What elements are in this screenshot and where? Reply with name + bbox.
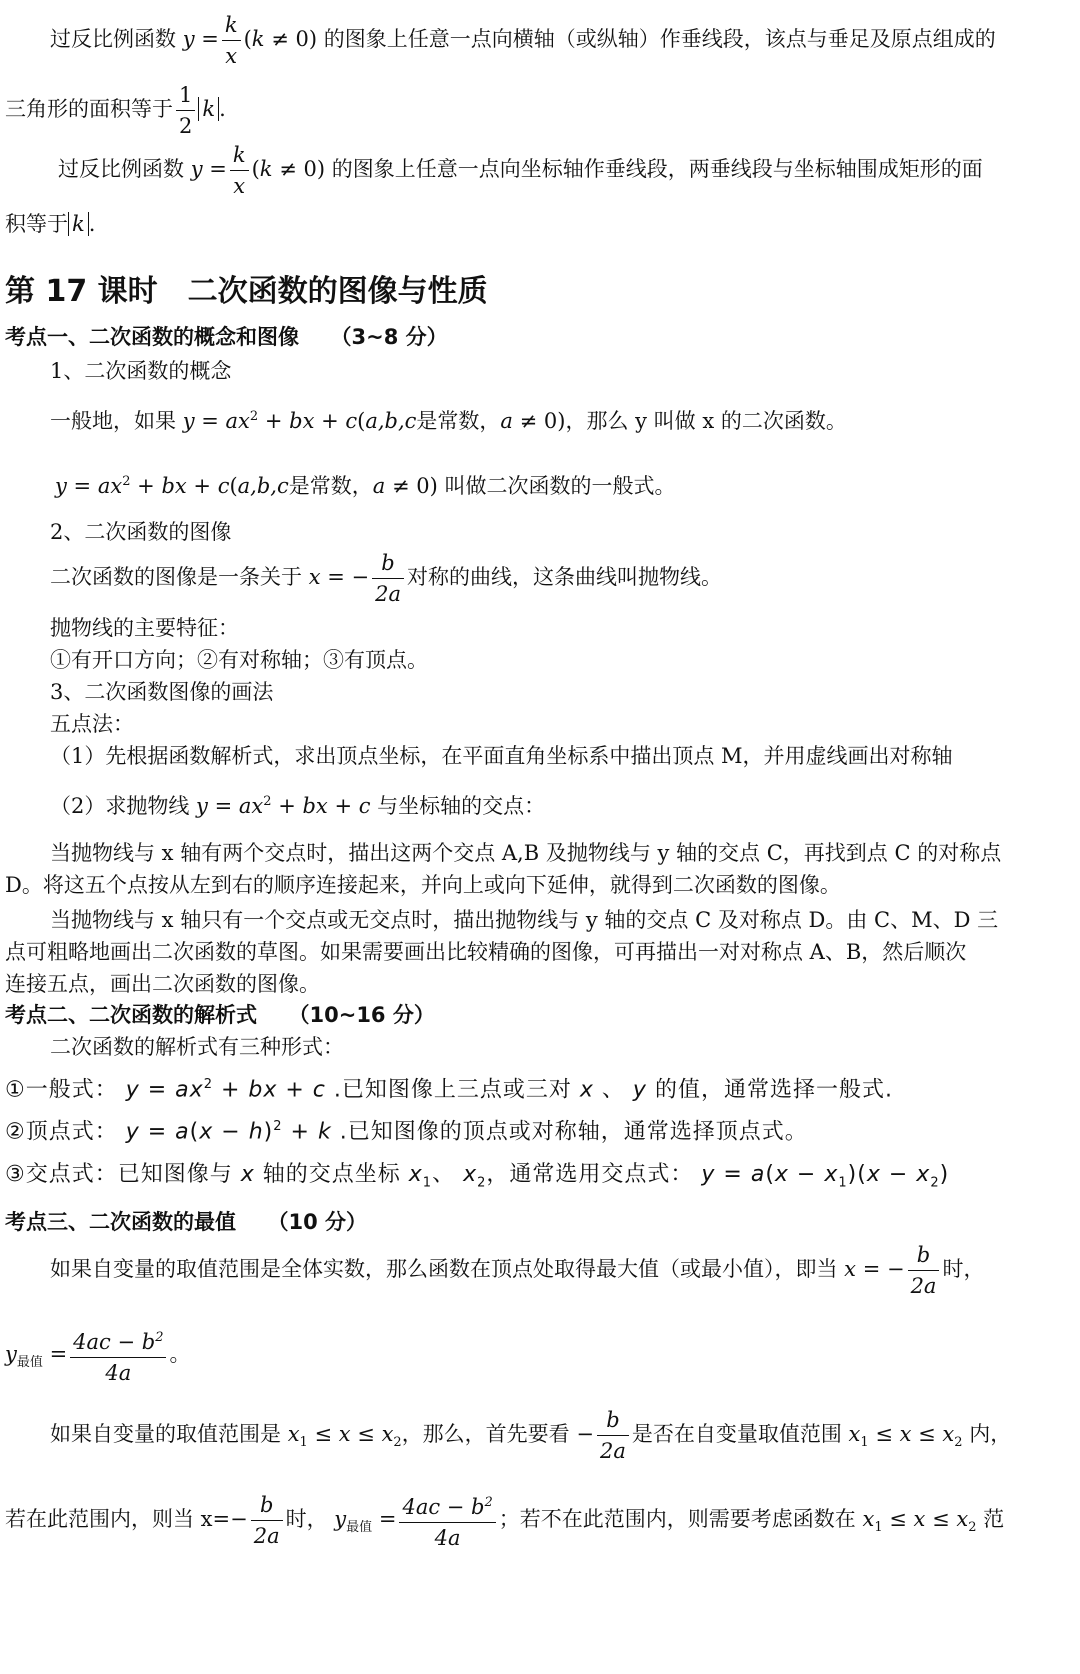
section-heading: 考点三、二次函数的最值 （10 分） [5, 1210, 368, 1234]
subheading: 1、二次函数的概念 [50, 359, 232, 383]
paragraph: 连接五点，画出二次函数的图像。 [5, 972, 320, 996]
paragraph: （1）先根据函数解析式，求出顶点坐标，在平面直角坐标系中描出顶点 M，并用虚线画出对称轴 [50, 744, 953, 768]
paragraph: 积等于 k . [5, 212, 96, 236]
section-heading: 考点一、二次函数的概念和图像 （3~8 分） [5, 325, 448, 349]
paragraph: 五点法： [50, 712, 134, 736]
paragraph: 三角形的面积等于 $\frac{1}{2}$ k . [5, 80, 226, 141]
section-heading: 考点二、二次函数的解析式 （10~16 分） [5, 1003, 435, 1027]
paragraph: 一般地，如果 $y = ax^2$ + bx + c(a,b,c是常数，a ≠ 0)，那么 y 叫做 x 的二次函数。 [50, 409, 847, 433]
paragraph: 过反比例函数 y = $\frac{k}{x}$ (k ≠ 0) 的图象上任意一点向坐标轴作垂线段，两垂线段与坐标轴围成矩形的面 [58, 140, 983, 201]
paragraph: 如果自变量的取值范围是 $x_1 \le x \le x_2$，那么，首先要看 − $\frac{b}{2a}$ 是否在自变量取值范围 $x_1 \le x \le x_2$ 内， [50, 1405, 1011, 1466]
paragraph: 若在此范围内，则当 x=− $\frac{b}{2a}$ 时， $y_{最值}$ = $\frac{4ac - b^2}{4a}$ ；若不在此范围内，则需要考虑函数在 $x_1 \le x \le x_2$ 范 [5, 1488, 1004, 1553]
paragraph: 点可粗略地画出二次函数的草图。如果需要画出比较精确的图像，可再描出一对对称点 A、B，然后顺次 [5, 940, 967, 964]
paragraph: 抛物线的主要特征： [50, 616, 239, 640]
paragraph: 当抛物线与 x 轴有两个交点时，描出这两个交点 A,B 及抛物线与 y 轴的交点 C，再找到点 C 的对称点 [50, 841, 1002, 865]
paragraph: $y = ax^2$ + bx + c(a,b,c是常数，a ≠ 0) 叫做二次函数的一般式。 [55, 474, 676, 498]
formula-line: ①一般式： $y = ax^2$ + bx + c .已知图像上三点或三对 x 、 y 的值，通常选择一般式. [5, 1077, 893, 1103]
formula-line: $y_{最值}$ = $\frac{4ac - b^2}{4a}$ 。 [5, 1323, 190, 1388]
paragraph: （2）求抛物线 $y = ax^2$ + bx + c 与坐标轴的交点： [50, 794, 546, 818]
paragraph: D。将这五个点按从左到右的顺序连接起来，并向上或向下延伸，就得到二次函数的图像。 [5, 873, 841, 897]
formula-line: ②顶点式： $y = a(x - h)^2 + k$ .已知图像的顶点或对称轴，通常选择顶点式。 [5, 1119, 808, 1145]
paragraph: 过反比例函数 y = $\frac{k}{x}$ (k ≠ 0) 的图象上任意一点向横轴（或纵轴）作垂线段，该点与垂足及原点组成的 [50, 10, 996, 71]
subheading: 3、二次函数图像的画法 [50, 680, 274, 704]
paragraph: 二次函数的图像是一条关于 x = − $\frac{b}{2a}$ 对称的曲线，这条曲线叫抛物线。 [50, 548, 722, 609]
formula-line: ③交点式：已知图像与 x 轴的交点坐标 $x_1$、 $x_2$，通常选用交点式： $y = a(x - x_1)(x - x_2)$ [5, 1162, 950, 1191]
paragraph: 当抛物线与 x 轴只有一个交点或无交点时，描出抛物线与 y 轴的交点 C 及对称点 D。由 C、M、D 三 [50, 908, 999, 932]
paragraph: ①有开口方向；②有对称轴；③有顶点。 [50, 648, 428, 672]
subheading: 2、二次函数的图像 [50, 520, 232, 544]
paragraph: 二次函数的解析式有三种形式： [50, 1035, 344, 1059]
paragraph: 如果自变量的取值范围是全体实数，那么函数在顶点处取得最大值（或最小值），即当 x = − $\frac{b}{2a}$ 时， [50, 1240, 984, 1301]
lesson-title: 第 17 课时 二次函数的图像与性质 [5, 274, 488, 309]
